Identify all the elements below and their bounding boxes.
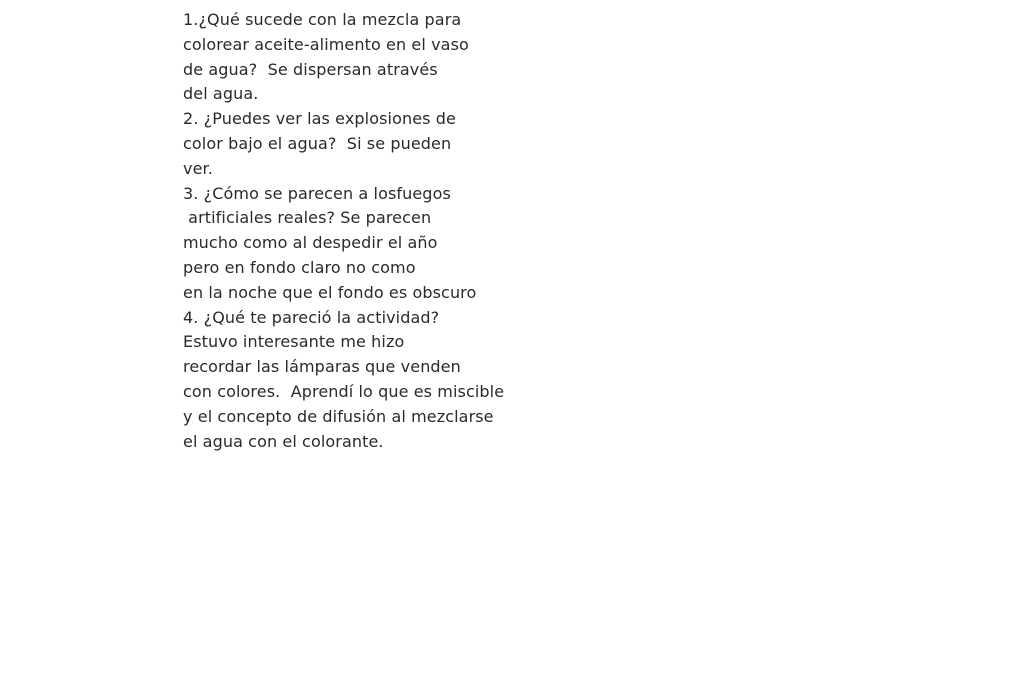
text-line: en la noche que el fondo es obscuro (183, 282, 477, 302)
text-line: y el concepto de difusión al mezclarse (183, 406, 494, 426)
text-line: de agua? Se dispersan através (183, 59, 438, 79)
text-line: artificiales reales? Se parecen (183, 208, 432, 228)
text-line-q4: 4. ¿Qué te pareció la actividad? (183, 307, 440, 327)
text-line: el agua con el colorante. (183, 431, 384, 451)
text-line: mucho como al despedir el año (183, 233, 438, 253)
text-line: colorear aceite-alimento en el vaso (183, 34, 469, 54)
answer-text-block (183, 8, 543, 454)
text-line-q1: 1.¿Qué sucede con la mezcla para (183, 10, 462, 29)
text-line-q2: 2. ¿Puedes ver las explosiones de (183, 109, 456, 129)
text-line: Estuvo interesante me hizo (183, 332, 405, 352)
text-line: con colores. Aprendí lo que es miscible (183, 381, 505, 401)
text-line: del agua. (183, 84, 259, 104)
text-line: color bajo el agua? Si se pueden (183, 133, 452, 153)
text-line: pero en fondo claro no como (183, 257, 416, 277)
text-line: ver. (183, 158, 213, 178)
text-line: recordar las lámparas que venden (183, 357, 461, 377)
text-line-q3: 3. ¿Cómo se parecen a losfuegos (183, 183, 451, 203)
